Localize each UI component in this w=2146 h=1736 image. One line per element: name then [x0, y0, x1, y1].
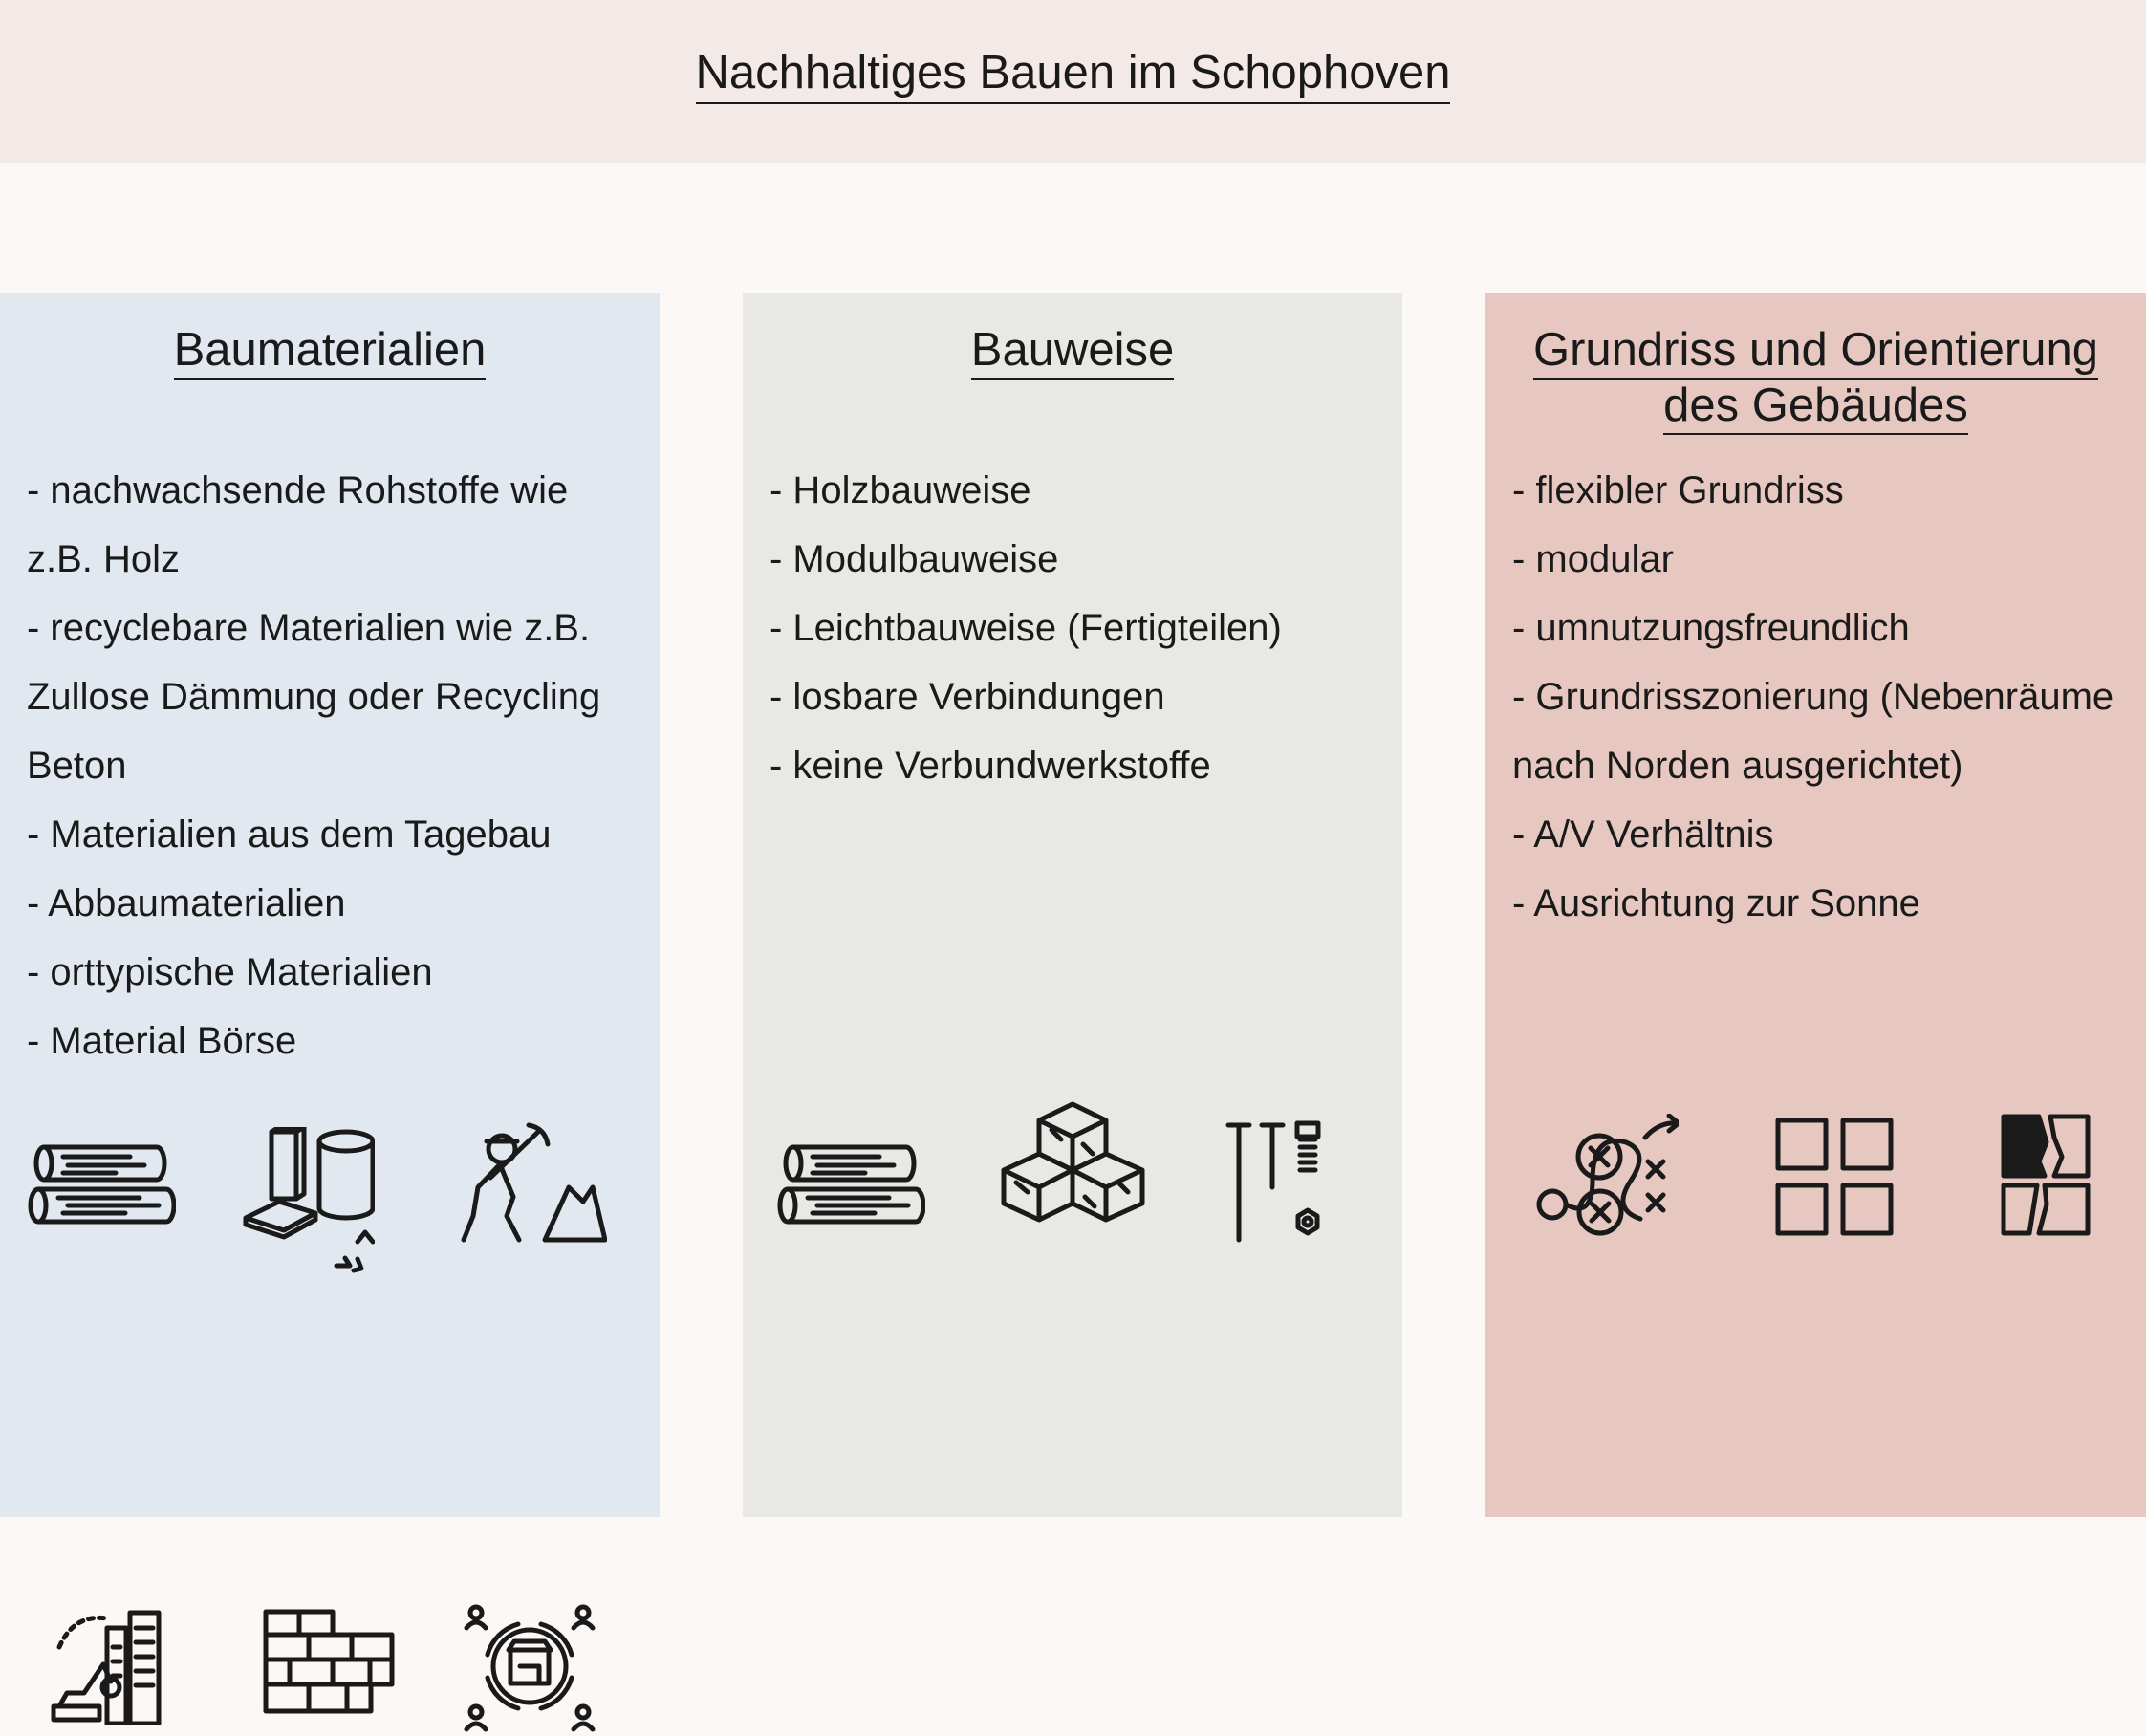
list-item: - modular	[1512, 538, 1674, 580]
list-item: - Leichtbauweise (Fertigteilen)	[770, 607, 1282, 649]
bullet-list	[27, 456, 600, 1075]
modular-grid-icon	[1775, 1118, 1894, 1236]
list-item: - nachwachsende Rohstoffe wie	[27, 469, 569, 511]
list-item: - Grundrisszonierung (Nebenräume	[1512, 676, 2114, 718]
column-grundriss	[1485, 293, 2146, 1517]
materials-recycling-icon	[241, 1127, 375, 1280]
list-item: - Holzbauweise	[770, 469, 1031, 511]
column-title: Grundriss und Orientierung des Gebäudes	[1485, 322, 2146, 433]
demolition-reuse-icon	[50, 1609, 166, 1725]
modular-cubes-icon	[999, 1101, 1147, 1252]
brick-wall-icon	[263, 1609, 397, 1716]
miner-icon	[454, 1120, 607, 1273]
list-item: - umnutzungsfreundlich	[1512, 607, 1910, 649]
marketplace-exchange-icon	[461, 1597, 599, 1736]
floor-plan-zones-icon	[2001, 1114, 2091, 1238]
list-item: - Ausrichtung zur Sonne	[1512, 882, 1920, 924]
strategy-plan-icon	[1535, 1114, 1679, 1238]
timber-logs-icon	[25, 1144, 176, 1230]
list-item: - losbare Verbindungen	[770, 676, 1165, 718]
list-item: z.B. Holz	[27, 538, 181, 580]
list-item: - Modulbauweise	[770, 538, 1059, 580]
list-item: - keine Verbundwerkstoffe	[770, 745, 1211, 787]
list-item: - Abbaumaterialien	[27, 882, 346, 924]
list-item: - orttypische Materialien	[27, 951, 433, 993]
page-title: Nachhaltiges Bauen im Schophoven	[0, 46, 2146, 99]
list-item: - A/V Verhältnis	[1512, 814, 1774, 856]
column-title: Baumaterialien	[0, 322, 660, 378]
list-item: Zullose Dämmung oder Recycling	[27, 676, 601, 718]
list-item: - recyclebare Materialien wie z.B.	[27, 607, 591, 649]
timber-logs-icon	[774, 1144, 925, 1230]
list-item: - Material Börse	[27, 1020, 297, 1062]
list-item: - Materialien aus dem Tagebau	[27, 814, 552, 856]
nails-screws-icon	[1225, 1120, 1331, 1256]
bullet-list	[1512, 456, 2113, 938]
column-title: Bauweise	[743, 322, 1402, 378]
column-bauweise	[743, 293, 1402, 1517]
column-baumaterialien	[0, 293, 660, 1517]
bullet-list	[770, 456, 1282, 800]
list-item: nach Norden ausgerichtet)	[1512, 745, 1963, 787]
list-item: Beton	[27, 745, 127, 787]
list-item: - flexibler Grundriss	[1512, 469, 1844, 511]
